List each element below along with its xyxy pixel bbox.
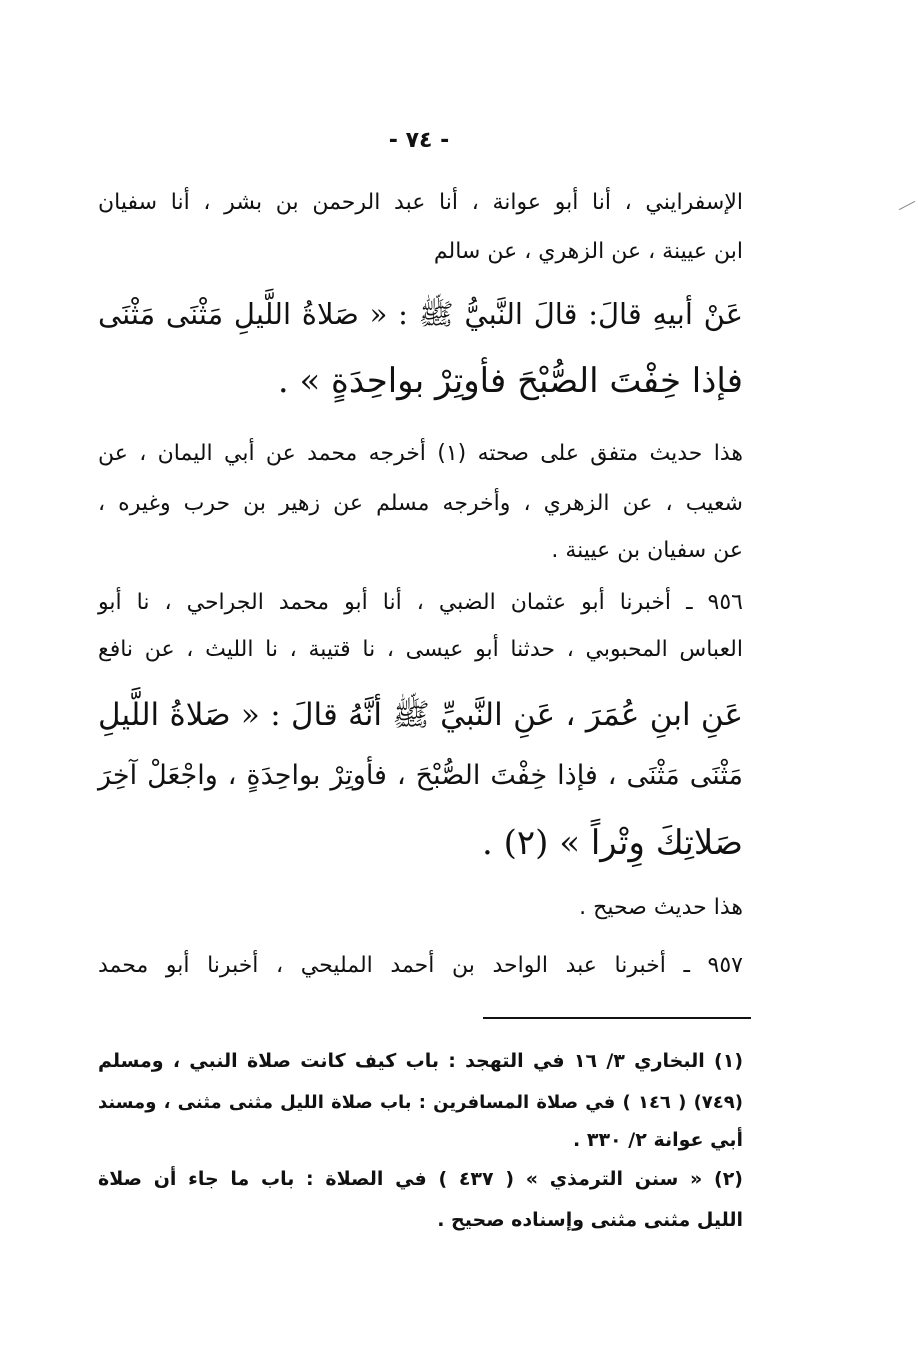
hadith-text-line: عَنْ أبيهِ قالَ: قالَ النَّبيُّ ﷺ : « صَلاةُ اللَّيلِ مَثْنَى مَثْنَى xyxy=(98,297,743,331)
hadith-text-line: فإذا خِفْتَ الصُّبْحَ فأوتِرْ بواحِدَةٍ » . xyxy=(277,361,743,401)
grading-line: هذا حديث صحيح . xyxy=(579,895,743,920)
hadith-text-line: صَلاتِكَ وِتْراً » (٢) . xyxy=(481,823,743,863)
narration-line: ٩٥٧ ـ أخبرنا عبد الواحد بن أحمد المليحي ، أخبرنا أبو محمد xyxy=(98,953,743,978)
narration-line: ٩٥٦ ـ أخبرنا أبو عثمان الضبي ، أنا أبو محمد الجراحي ، نا أبو xyxy=(98,590,743,615)
footnote-line: الليل مثنى مثنى وإسناده صحيح . xyxy=(437,1209,743,1231)
commentary-line: عن سفيان بن عيينة . xyxy=(551,538,743,563)
hadith-text-line: مَثْنَى مَثْنَى ، فإذا خِفْتَ الصُّبْحَ ، فأوتِرْ بواحِدَةٍ ، واجْعَلْ آخِرَ xyxy=(98,760,743,791)
page-number: - ٧٤ - xyxy=(388,128,450,153)
footnote-line: (١) البخاري ٣/ ١٦ في التهجد : باب كيف كانت صلاة النبي ، ومسلم xyxy=(98,1050,743,1072)
commentary-line: هذا حديث متفق على صحته (١) أخرجه محمد عن أبي اليمان ، عن xyxy=(98,441,743,466)
narration-line: الإسفرايني ، أنا أبو عوانة ، أنا عبد الرحمن بن بشر ، أنا سفيان xyxy=(98,190,743,215)
footnote-line: (٧٤٩) ( ١٤٦ ) في صلاة المسافرين : باب صلاة الليل مثنى مثنى ، ومسند xyxy=(98,1092,743,1113)
footnote-line: (٢) « سنن الترمذي » ( ٤٣٧ ) في الصلاة : باب ما جاء أن صلاة xyxy=(98,1168,743,1190)
margin-mark xyxy=(899,201,915,210)
narration-line: ابن عيينة ، عن الزهري ، عن سالم xyxy=(433,239,743,264)
hadith-text-line: عَنِ ابنِ عُمَرَ ، عَنِ النَّبيِّ ﷺ أنَّهُ قالَ : « صَلاةُ اللَّيلِ xyxy=(98,697,743,733)
footnote-separator xyxy=(483,1017,751,1019)
commentary-line: شعيب ، عن الزهري ، وأخرجه مسلم عن زهير بن حرب وغيره ، xyxy=(98,491,743,516)
narration-line: العباس المحبوبي ، حدثنا أبو عيسى ، نا قتيبة ، نا الليث ، عن نافع xyxy=(98,637,743,662)
footnote-line: أبي عوانة ٢/ ٣٣٠ . xyxy=(573,1129,743,1151)
